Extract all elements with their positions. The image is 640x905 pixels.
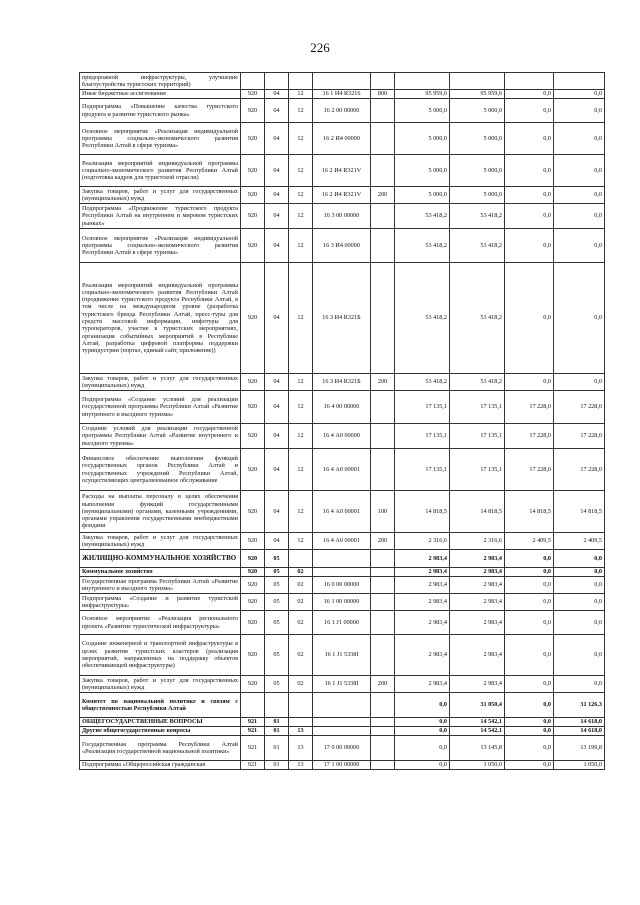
expense-type-code	[371, 155, 395, 187]
section-code: 04	[265, 391, 289, 424]
amount-3: 0,0	[505, 123, 554, 155]
table-row	[80, 635, 605, 676]
expense-type-code	[371, 229, 395, 263]
amount-2: 2 983,4	[450, 577, 505, 594]
subsection-code	[289, 693, 313, 718]
target-article-code: 16 4 А0 00001	[313, 533, 371, 550]
target-article-code: 16 2 00 00000	[313, 99, 371, 123]
row-name: Реализация мероприятий индивидуальной программы социально-экономического развития Республики Алтай (продвижение туристского продукта Республики Алтай, в том числе на международном уровне (разработка туристского бренда Республики Алтай, пресс-туры для средств массовой информации, инфотуры для туроператоров, участие в туристских мероприятиях, организация событийных мероприятий в Республике Алтай, разработка цифровой платформы поддержки туриндустрии (портал, единый сайт, приложение))	[80, 263, 241, 374]
amount-1: 5 000,0	[395, 187, 450, 204]
ved-code: 920	[241, 449, 265, 491]
amount-2: 2 983,4	[450, 594, 505, 611]
row-name: Расходы на выплаты персоналу в целях обеспечения выполнения функций государственными (муниципальными) органами, казенными учреждениями, органами управления государственными внебюджетными фондами	[80, 491, 241, 533]
section-code: 04	[265, 123, 289, 155]
target-article-code: 16 2 И4 R321V	[313, 155, 371, 187]
amount-2: 17 135,1	[450, 424, 505, 449]
expense-type-code	[371, 99, 395, 123]
amount-1: 0,0	[395, 693, 450, 718]
amount-2: 1 050,0	[450, 761, 505, 770]
target-article-code	[313, 727, 371, 736]
amount-2: 2 983,4	[450, 676, 505, 693]
amount-4: 14 818,5	[554, 491, 605, 533]
amount-2: 2 983,4	[450, 568, 505, 577]
amount-2: 5 000,0	[450, 155, 505, 187]
subsection-code: 13	[289, 736, 313, 761]
subsection-code: 02	[289, 676, 313, 693]
subsection-code: 12	[289, 123, 313, 155]
row-name: ОБЩЕГОСУДАРСТВЕННЫЕ ВОПРОСЫ	[80, 718, 241, 727]
amount-2: 31 050,4	[450, 693, 505, 718]
ved-code: 920	[241, 491, 265, 533]
ved-code	[241, 693, 265, 718]
amount-4: 0,0	[554, 99, 605, 123]
table-row	[80, 187, 605, 204]
section-code	[265, 73, 289, 90]
target-article-code: 16 4 А0 00001	[313, 491, 371, 533]
ved-code: 920	[241, 374, 265, 391]
expense-type-code	[371, 635, 395, 676]
ved-code: 920	[241, 611, 265, 635]
section-code: 04	[265, 204, 289, 229]
expense-type-code	[371, 594, 395, 611]
table-row	[80, 374, 605, 391]
amount-3: 17 228,0	[505, 391, 554, 424]
expense-type-code: 800	[371, 90, 395, 99]
ved-code: 921	[241, 718, 265, 727]
amount-4: 2 409,5	[554, 533, 605, 550]
amount-4	[554, 73, 605, 90]
section-code: 05	[265, 635, 289, 676]
page-number: 226	[310, 40, 330, 55]
row-name: Создание инженерной и транспортной инфраструктуры в целях развития туристских кластеров (реализация мероприятий, направленных на поддержку объектов обеспечивающей инфраструктуры)	[80, 635, 241, 676]
amount-1: 2 983,4	[395, 550, 450, 568]
table-row	[80, 263, 605, 374]
expense-type-code	[371, 391, 395, 424]
amount-3: 0,0	[505, 550, 554, 568]
amount-1: 0,0	[395, 718, 450, 727]
amount-1: 53 418,2	[395, 229, 450, 263]
expense-type-code	[371, 693, 395, 718]
section-code: 04	[265, 90, 289, 99]
table-row	[80, 90, 605, 99]
section-code: 05	[265, 676, 289, 693]
amount-2: 13 145,8	[450, 736, 505, 761]
subsection-code	[289, 73, 313, 90]
amount-2: 5 000,0	[450, 99, 505, 123]
amount-3: 0,0	[505, 611, 554, 635]
amount-2: 14 542,1	[450, 727, 505, 736]
amount-3: 14 818,5	[505, 491, 554, 533]
target-article-code: 16 1 00 00000	[313, 594, 371, 611]
row-name: Подпрограмма «Создание и развитие туристской инфраструктуры»	[80, 594, 241, 611]
section-code: 04	[265, 424, 289, 449]
subsection-code: 02	[289, 577, 313, 594]
row-name: Другие общегосударственные вопросы	[80, 727, 241, 736]
subsection-code: 13	[289, 727, 313, 736]
amount-4: 14 618,0	[554, 718, 605, 727]
expense-type-code	[371, 73, 395, 90]
row-name: Иные бюджетные ассигнования	[80, 90, 241, 99]
ved-code: 920	[241, 676, 265, 693]
section-code: 01	[265, 761, 289, 770]
row-name: Коммунальное хозяйство	[80, 568, 241, 577]
amount-1: 2 983,4	[395, 594, 450, 611]
row-name: придорожной инфраструктуры, улучшение благоустройства туристских территорий)	[80, 73, 241, 90]
amount-1: 53 418,2	[395, 263, 450, 374]
amount-4: 0,0	[554, 635, 605, 676]
expense-type-code	[371, 550, 395, 568]
expense-type-code: 200	[371, 374, 395, 391]
amount-3: 0,0	[505, 374, 554, 391]
amount-4: 0,0	[554, 676, 605, 693]
table-row	[80, 736, 605, 761]
amount-2: 53 418,2	[450, 263, 505, 374]
section-code: 05	[265, 568, 289, 577]
expense-type-code	[371, 263, 395, 374]
amount-4: 17 228,0	[554, 424, 605, 449]
amount-4: 0,0	[554, 155, 605, 187]
target-article-code: 16 3 И4 R321Б	[313, 374, 371, 391]
amount-2: 2 983,4	[450, 611, 505, 635]
target-article-code: 16 2 И4 00000	[313, 123, 371, 155]
subsection-code	[289, 550, 313, 568]
expense-type-code	[371, 718, 395, 727]
ved-code: 920	[241, 155, 265, 187]
expense-type-code: 200	[371, 533, 395, 550]
target-article-code: 16 4 А0 00000	[313, 424, 371, 449]
target-article-code: 16 1 И4 R3216	[313, 90, 371, 99]
expense-type-code	[371, 568, 395, 577]
table-row	[80, 718, 605, 727]
ved-code: 920	[241, 577, 265, 594]
subsection-code: 12	[289, 155, 313, 187]
table-row	[80, 155, 605, 187]
ved-code: 921	[241, 761, 265, 770]
amount-3: 0,0	[505, 90, 554, 99]
subsection-code: 02	[289, 568, 313, 577]
expense-type-code	[371, 449, 395, 491]
table-row	[80, 73, 605, 90]
subsection-code: 12	[289, 187, 313, 204]
amount-1: 17 135,1	[395, 391, 450, 424]
target-article-code	[313, 73, 371, 90]
amount-4: 0,0	[554, 187, 605, 204]
row-name: Финансовое обеспечение выполнения функций государственных органов Республики Алтай и государственных учреждений Республики Алтай, осуществляющих централизованное обслуживание	[80, 449, 241, 491]
amount-1: 5 000,0	[395, 123, 450, 155]
amount-2	[450, 73, 505, 90]
amount-3: 2 409,5	[505, 533, 554, 550]
subsection-code: 12	[289, 374, 313, 391]
table-row	[80, 449, 605, 491]
table-row	[80, 123, 605, 155]
row-name: Подпрограмма «Продвижение туристского продукта Республики Алтай на внутреннем и мировом туристских рынках»	[80, 204, 241, 229]
subsection-code: 13	[289, 761, 313, 770]
subsection-code: 02	[289, 611, 313, 635]
subsection-code	[289, 718, 313, 727]
expense-type-code: 200	[371, 676, 395, 693]
subsection-code: 12	[289, 99, 313, 123]
ved-code: 920	[241, 635, 265, 676]
row-name: Подпрограмма «Создание условий для реализации государственной программы Республики Алтай «Развитие внутреннего и въездного туризма»	[80, 391, 241, 424]
target-article-code: 16 1 J1 00000	[313, 611, 371, 635]
amount-4: 1 050,0	[554, 761, 605, 770]
subsection-code: 12	[289, 90, 313, 99]
target-article-code: 16 3 И4 R321Б	[313, 263, 371, 374]
row-name: Государственная программа Республики Алтай «Развитие внутреннего и въездного туризма»	[80, 577, 241, 594]
ved-code: 920	[241, 99, 265, 123]
amount-4: 0,0	[554, 263, 605, 374]
amount-3: 0,0	[505, 594, 554, 611]
row-name: Реализация мероприятий индивидуальной программы социально-экономического развития Республики Алтай (подготовка кадров для туристской отрасли)	[80, 155, 241, 187]
amount-2: 2 983,4	[450, 635, 505, 676]
row-name: Государственная программа Республики Алтай «Реализация государственной национальной политики»	[80, 736, 241, 761]
amount-2: 14 542,1	[450, 718, 505, 727]
amount-2: 17 135,1	[450, 449, 505, 491]
table-row	[80, 676, 605, 693]
subsection-code: 12	[289, 449, 313, 491]
target-article-code: 16 4 А0 00001	[313, 449, 371, 491]
target-article-code: 17 0 00 00000	[313, 736, 371, 761]
amount-4: 0,0	[554, 550, 605, 568]
amount-1: 53 418,2	[395, 204, 450, 229]
amount-4: 0,0	[554, 568, 605, 577]
row-name: Подпрограмма «Повышение качества туристского продукта и развитие туристского рынка»	[80, 99, 241, 123]
amount-4: 0,0	[554, 594, 605, 611]
subsection-code: 12	[289, 491, 313, 533]
amount-2: 2 983,4	[450, 550, 505, 568]
amount-2: 53 418,2	[450, 204, 505, 229]
amount-1: 0,0	[395, 761, 450, 770]
ved-code: 920	[241, 594, 265, 611]
row-name: Комитет по национальной политике и связям с общественностью Республики Алтай	[80, 693, 241, 718]
table-row	[80, 568, 605, 577]
ved-code: 920	[241, 568, 265, 577]
row-name: Закупка товаров, работ и услуг для государственных (муниципальных) нужд	[80, 676, 241, 693]
table-row	[80, 391, 605, 424]
subsection-code: 02	[289, 594, 313, 611]
ved-code: 921	[241, 736, 265, 761]
subsection-code: 12	[289, 204, 313, 229]
amount-1: 17 135,1	[395, 449, 450, 491]
ved-code: 920	[241, 229, 265, 263]
target-article-code	[313, 718, 371, 727]
amount-1: 0,0	[395, 736, 450, 761]
target-article-code	[313, 550, 371, 568]
amount-3: 0,0	[505, 727, 554, 736]
budget-table	[79, 72, 605, 770]
amount-4: 14 618,0	[554, 727, 605, 736]
amount-1: 95 959,6	[395, 90, 450, 99]
section-code: 04	[265, 491, 289, 533]
target-article-code	[313, 568, 371, 577]
amount-1: 2 983,4	[395, 611, 450, 635]
subsection-code: 12	[289, 391, 313, 424]
section-code: 01	[265, 736, 289, 761]
ved-code: 920	[241, 123, 265, 155]
amount-2: 5 000,0	[450, 187, 505, 204]
target-article-code: 16 3 И4 00000	[313, 229, 371, 263]
amount-3: 0,0	[505, 204, 554, 229]
row-name: Основное мероприятие «Реализация индивидуальной программы социально-экономического развития Республики Алтай в сфере туризма»	[80, 123, 241, 155]
section-code: 04	[265, 155, 289, 187]
table-row	[80, 204, 605, 229]
amount-1: 14 818,5	[395, 491, 450, 533]
amount-3: 0,0	[505, 635, 554, 676]
amount-3: 0,0	[505, 229, 554, 263]
ved-code: 920	[241, 90, 265, 99]
ved-code: 920	[241, 550, 265, 568]
amount-4: 13 199,8	[554, 736, 605, 761]
amount-1: 2 983,4	[395, 676, 450, 693]
expense-type-code	[371, 424, 395, 449]
expense-type-code	[371, 611, 395, 635]
expense-type-code: 200	[371, 187, 395, 204]
table-row	[80, 611, 605, 635]
amount-3: 0,0	[505, 187, 554, 204]
section-code: 05	[265, 577, 289, 594]
section-code: 04	[265, 263, 289, 374]
row-name: Закупка товаров, работ и услуг для государственных (муниципальных) нужд	[80, 374, 241, 391]
section-code: 05	[265, 611, 289, 635]
ved-code: 920	[241, 187, 265, 204]
amount-3: 0,0	[505, 577, 554, 594]
amount-2: 17 135,1	[450, 391, 505, 424]
amount-1: 5 000,0	[395, 99, 450, 123]
section-code: 04	[265, 229, 289, 263]
amount-1: 2 983,4	[395, 635, 450, 676]
ved-code: 920	[241, 424, 265, 449]
row-name: Подпрограмма «Общероссийская гражданская	[80, 761, 241, 770]
expense-type-code	[371, 761, 395, 770]
amount-4: 0,0	[554, 90, 605, 99]
ved-code	[241, 73, 265, 90]
table-row	[80, 550, 605, 568]
target-article-code: 16 3 00 00000	[313, 204, 371, 229]
amount-2: 53 418,2	[450, 229, 505, 263]
amount-1: 17 135,1	[395, 424, 450, 449]
table-row	[80, 491, 605, 533]
table-row	[80, 424, 605, 449]
target-article-code	[313, 693, 371, 718]
expense-type-code	[371, 577, 395, 594]
amount-3: 0,0	[505, 736, 554, 761]
row-name: Закупка товаров, работ и услуг для государственных (муниципальных) нужд	[80, 533, 241, 550]
amount-4: 0,0	[554, 611, 605, 635]
amount-2: 2 316,6	[450, 533, 505, 550]
target-article-code: 16 2 И4 R321V	[313, 187, 371, 204]
expense-type-code: 100	[371, 491, 395, 533]
expense-type-code	[371, 736, 395, 761]
amount-1: 2 983,4	[395, 577, 450, 594]
amount-3: 0,0	[505, 693, 554, 718]
ved-code: 921	[241, 727, 265, 736]
amount-2: 14 818,5	[450, 491, 505, 533]
amount-3: 17 228,0	[505, 449, 554, 491]
expense-type-code	[371, 204, 395, 229]
subsection-code: 02	[289, 635, 313, 676]
amount-3	[505, 73, 554, 90]
table-row	[80, 594, 605, 611]
row-name: Закупка товаров, работ и услуг для государственных (муниципальных) нужд	[80, 187, 241, 204]
row-name: Основное мероприятие «Реализация индивидуальной программы социально-экономического развития Республики Алтай в сфере туризма»	[80, 229, 241, 263]
ved-code: 920	[241, 204, 265, 229]
ved-code: 920	[241, 263, 265, 374]
target-article-code: 16 0 00 00000	[313, 577, 371, 594]
expense-type-code	[371, 727, 395, 736]
section-code: 04	[265, 533, 289, 550]
amount-2: 53 418,2	[450, 374, 505, 391]
amount-4: 0,0	[554, 123, 605, 155]
amount-4: 0,0	[554, 374, 605, 391]
expense-type-code	[371, 123, 395, 155]
amount-3: 0,0	[505, 761, 554, 770]
amount-4: 0,0	[554, 204, 605, 229]
amount-4: 0,0	[554, 229, 605, 263]
amount-1: 0,0	[395, 727, 450, 736]
section-code: 01	[265, 727, 289, 736]
ved-code: 920	[241, 391, 265, 424]
amount-4: 0,0	[554, 577, 605, 594]
row-name: ЖИЛИЩНО-КОММУНАЛЬНОЕ ХОЗЯЙСТВО	[80, 550, 241, 568]
table-row	[80, 577, 605, 594]
amount-3: 0,0	[505, 155, 554, 187]
subsection-code: 12	[289, 533, 313, 550]
target-article-code: 16 1 J1 5338I	[313, 635, 371, 676]
amount-3: 0,0	[505, 676, 554, 693]
table-row	[80, 229, 605, 263]
amount-1	[395, 73, 450, 90]
table-row	[80, 727, 605, 736]
amount-3: 0,0	[505, 99, 554, 123]
amount-4: 17 228,0	[554, 449, 605, 491]
subsection-code: 12	[289, 424, 313, 449]
table-row	[80, 761, 605, 770]
amount-1: 2 983,4	[395, 568, 450, 577]
section-code: 01	[265, 718, 289, 727]
amount-2: 95 959,6	[450, 90, 505, 99]
section-code: 04	[265, 449, 289, 491]
amount-4: 17 228,0	[554, 391, 605, 424]
amount-1: 5 000,0	[395, 155, 450, 187]
amount-1: 2 316,6	[395, 533, 450, 550]
row-name: Создание условий для реализации государственной программы Республики Алтай «Развитие внутреннего и въездного туризма»	[80, 424, 241, 449]
section-code: 05	[265, 550, 289, 568]
row-name: Основное мероприятие «Реализация регионального проекта «Развитие туристической инфраструктуры»	[80, 611, 241, 635]
amount-4: 31 126,3	[554, 693, 605, 718]
subsection-code: 12	[289, 229, 313, 263]
section-code: 04	[265, 187, 289, 204]
amount-3: 17 228,0	[505, 424, 554, 449]
table-row	[80, 533, 605, 550]
amount-1: 53 418,2	[395, 374, 450, 391]
amount-3: 0,0	[505, 263, 554, 374]
subsection-code: 12	[289, 263, 313, 374]
target-article-code: 16 4 00 00000	[313, 391, 371, 424]
section-code	[265, 693, 289, 718]
target-article-code: 16 1 J1 5338I	[313, 676, 371, 693]
section-code: 05	[265, 594, 289, 611]
target-article-code: 17 1 00 00000	[313, 761, 371, 770]
amount-2: 5 000,0	[450, 123, 505, 155]
ved-code: 920	[241, 533, 265, 550]
section-code: 04	[265, 99, 289, 123]
table-row	[80, 693, 605, 718]
amount-3: 0,0	[505, 568, 554, 577]
section-code: 04	[265, 374, 289, 391]
amount-3: 0,0	[505, 718, 554, 727]
table-row	[80, 99, 605, 123]
